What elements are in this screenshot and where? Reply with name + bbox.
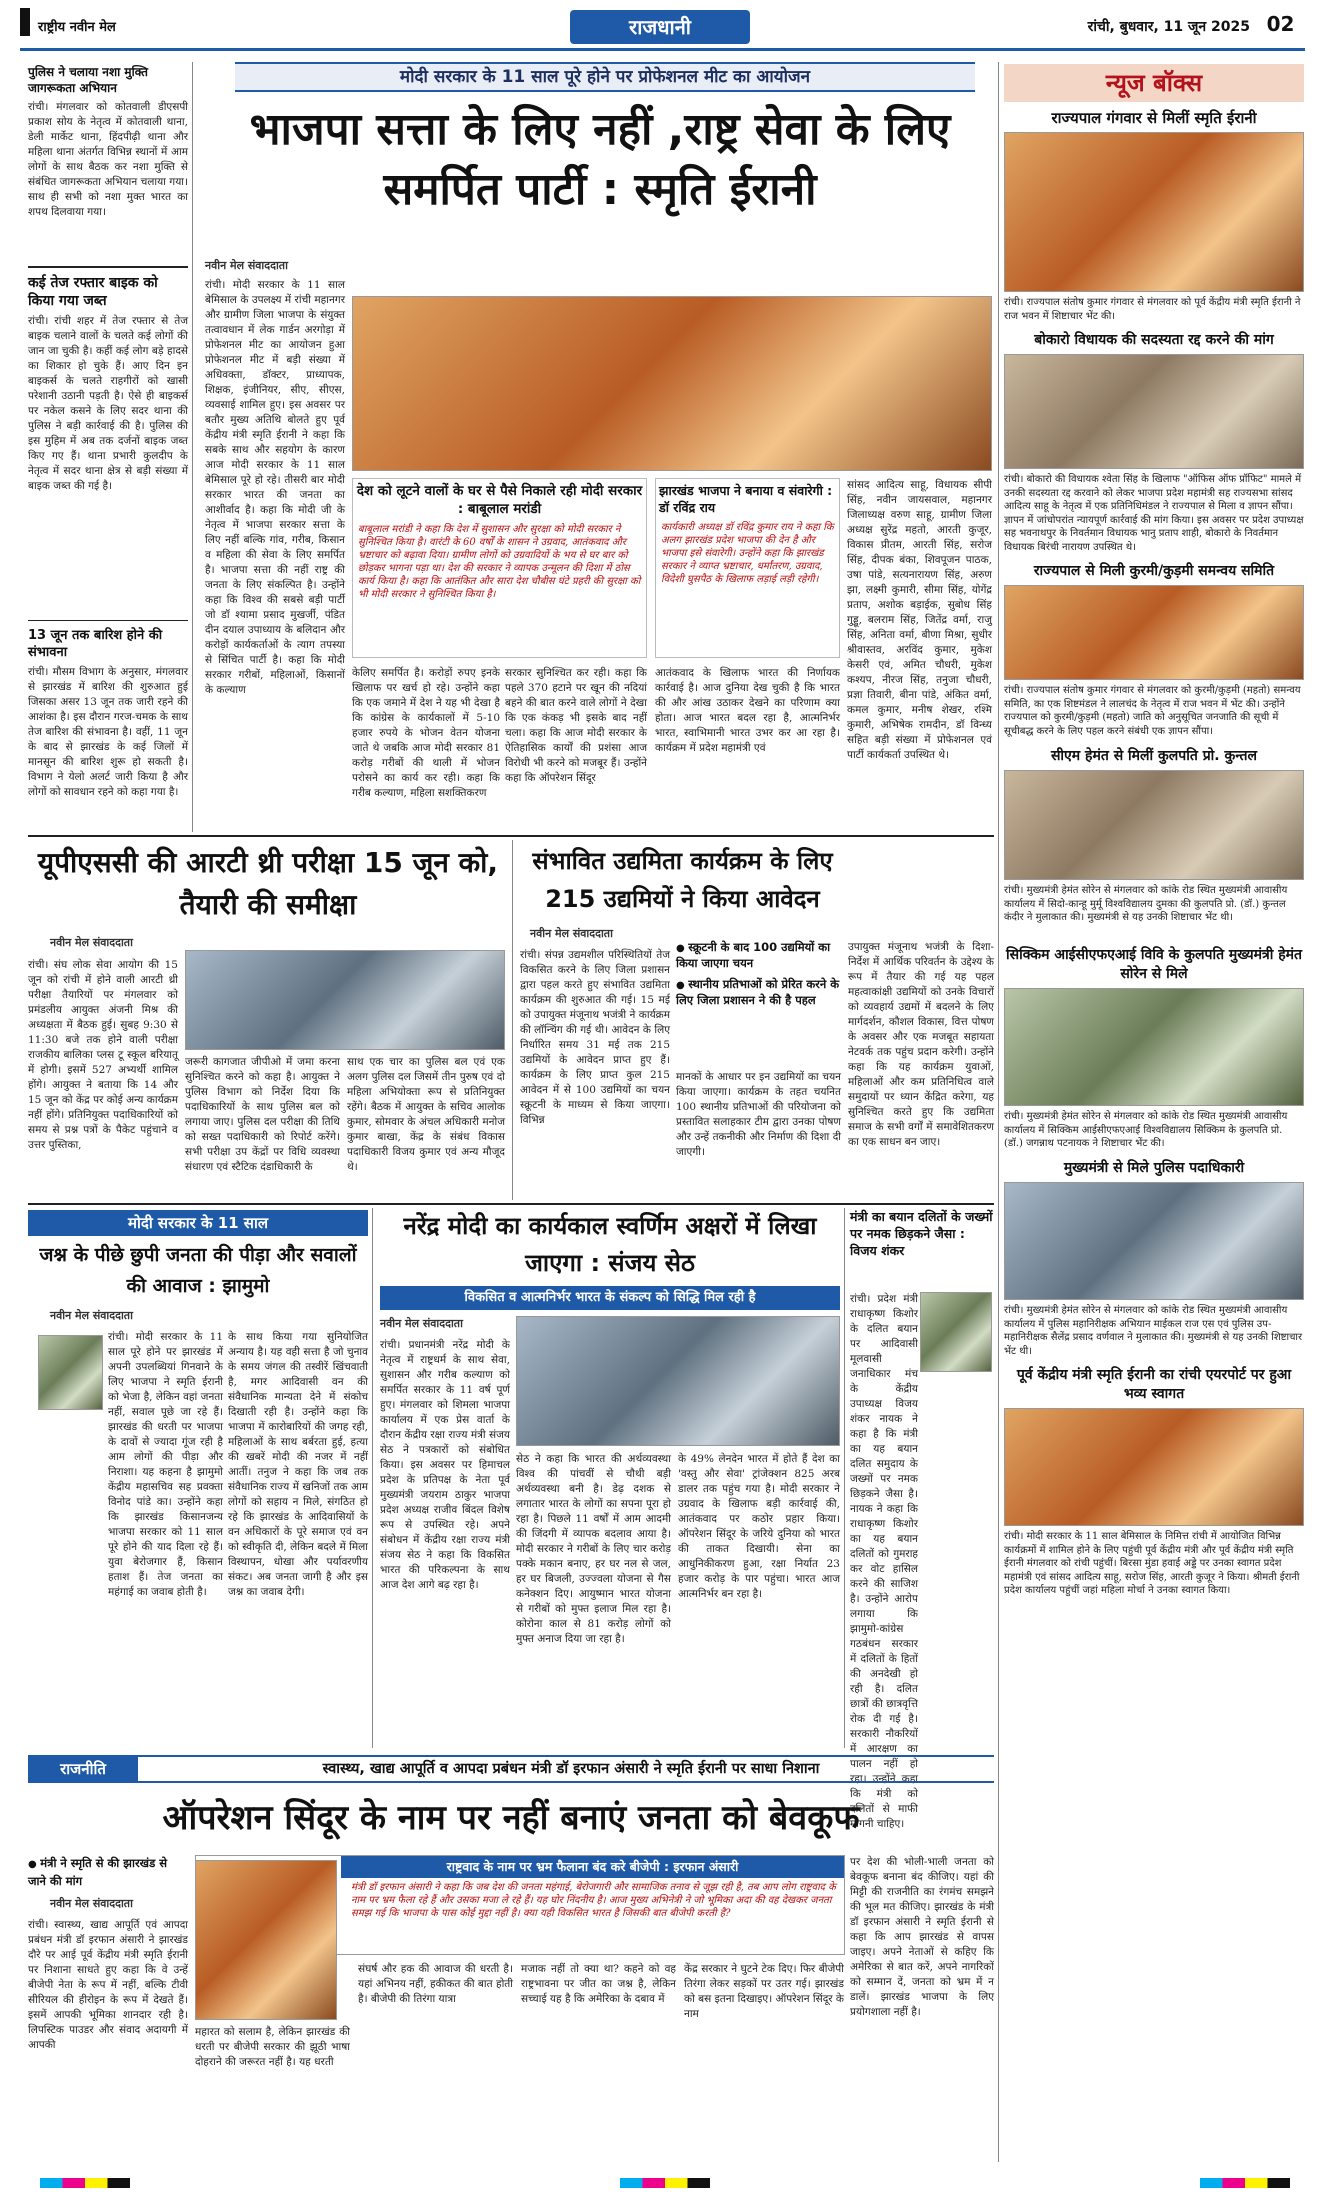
jmm-headline: जश्न के पीछे छुपी जनता की पीड़ा और सवालों की आवाज : झामुमो	[39, 1244, 357, 1297]
news-box-caption: रांची। राज्यपाल संतोष कुमार गंगवार से मंगलवार को कुरमी/कुड़मी (महतो) समन्वय समिति, का एक शिष्टमंडल ने लालचंद के नेतृत्व में राज भवन में भेंट की। उन्होंने राज्यपाल को कुरमी/कुड़मी (महतो) जाति को अनुसूचित जनजाति की सूची में सूचीबद्ध करने के लिए पहल करने संबंधी एक ज्ञापन सौंपा।	[1004, 685, 1301, 737]
udyami-body: रांची। संपन्न उद्यमशील परिस्थितियों तेज विकसित करने के लिए जिला प्रशासन द्वारा पहल करते हुए संभावित उद्यमिता कार्यक्रम की शुरुआत की गई। 15 मई को उपायुक्त मंजूनाथ भजंत्री ने कार्यक्रम की लॉन्चिंग की गई थी। आवेदन के लिए निर्धारित समय 31 मई तक 215 उद्यमियों के आवेदन प्राप्त हुए हैं। कार्यक्रम के लिए प्राप्त कुल 215 आवेदन में से 100 उद्यमियों का चयन स्क्रूटनी के माध्यम से किया जाएगा। विभिन्न	[520, 949, 670, 1126]
jmm-byline: नवीन मेल संवाददाता	[50, 1309, 133, 1322]
pullquote-box	[655, 478, 840, 658]
lead-body: रांची। मोदी सरकार के 11 साल बेमिसाल के उपलक्ष्य में रांची महानगर और ग्रामीण जिला भाजपा के संयुक्त तत्वावधान में लेक गार्डन अरगोड़ा में प्रोफेशनल मीट का आयोजन हुआ प्रोफेशनल मीट में बड़ी संख्या में अधिवक्ता, डॉक्टर, प्राध्यापक, शिक्षक, इंजीनियर, सीए, सीएस, व्यवसाई शामिल हुए। इस अवसर पर बतौर मुख्य अतिथि बोलते हुए पूर्व केंद्रीय मंत्री स्मृति ईरानी ने कहा कि सबके साथ और सहयोग के कारण आज मोदी सरकार के 11 साल बेमिसाल पूरे हो रहे। तीसरी बार मोदी सरकार भारत की जनता का आशीर्वाद है। कहा कि मोदी जी के नेतृत्व में भाजपा सरकार सत्ता के लिए नहीं बल्कि गांव, गरीब, किसान व महिला की सेवा के लिए समर्पित है। भाजपा सत्ता की नहीं राष्ट्र की जनता के लिए संकल्पित है। उन्होंने कहा कि विश्व की सबसे बड़ी पार्टी जो डॉ श्यामा प्रसाद मुखर्जी, पंडित दीन दयाल उपाध्याय के बलिदान और करोड़ों कार्यकर्ताओं के त्याग तपस्या से सिंचित पार्टी है। कहा कि मोदी सरकार गरीबों, महिलाओं, किसानों के कल्याण	[205, 279, 345, 696]
upsc-body: रांची। संघ लोक सेवा आयोग की 15 जून को रांची में होने वाली आरटी थ्री परीक्षा तैयारियों पर मंगलवार को प्रमंडलीय आयुक्त अंजनी मिश्र की अध्यक्षता में बैठक हुई। सुबह 9:30 से 11:30 बजे तक होने वाली परीक्षा राजकीय बालिका प्लस टू स्कूल बरियातू में होगी। इसमें 527 अभ्यर्थी शामिल होंगे। आयुक्त ने बताया कि 14 और 15 जून को केंद्र पर कोई अन्य कार्यक्रम नहीं होंगे। प्रतिनियुक्त पदाधिकारियों को समय से प्रश्न पत्रों के पैकेट पहुंचाने व उत्तर पुस्तिका,	[28, 959, 178, 1151]
print-color-bar	[1200, 2178, 1290, 2188]
header-rule	[20, 48, 1305, 51]
lead-body: सांसद आदित्य साहू, विधायक सीपी सिंह, नवीन जायसवाल, महानगर जिलाध्यक्ष वरुण साहू, ग्रामीण जिला अध्यक्ष सुरेंद्र महतो, आरती कुजूर, विकास प्रीतम, आरती सिंह, सरोज सिंह, दीपक बंका, शिवपूजन पाठक, उषा पांडे, सत्यनारायण सिंह, अरुण झा, लक्ष्मी कुमारी, सीमा सिंह, योगेंद्र प्रताप, अशोक बड़ाईक, सुबोध सिंह गुड्डू, बलराम सिंह, जितेंद्र वर्मा, राजु सिंह, अनिता वर्मा, बीणा मिश्रा, सुधीर श्रीवास्तव, अरविंद कुमार, मुकेश केसरी एवं, अमित चौधरी, मुकेश कश्यप, नीरज सिंह, तनुजा चौधरी, प्रज्ञा तिवारी, बीना पांडे, अंकित वर्मा, कमल कुमार, मनीष शेखर, रश्मि कुमारी, अभिषेक रामदीन, डॉ विन्ध्य सहित बड़ी संख्या में प्रोफेशनल एवं पार्टी कार्यकर्ता उपस्थित थे।	[847, 479, 992, 761]
upsc-headline: यूपीएससी की आरटी थ्री परीक्षा 15 जून को, तैयारी की समीक्षा	[37, 846, 499, 921]
divider	[28, 620, 188, 622]
seth-headline: नरेंद्र मोदी का कार्यकाल स्वर्णिम अक्षरों में लिखा जाएगा : संजय सेठ	[403, 1212, 817, 1277]
seth-byline: नवीन मेल संवाददाता	[380, 1317, 463, 1330]
rajniti-headline: ऑपरेशन सिंदूर के नाम पर नहीं बनाएं जनता को बेवकूफ	[162, 1798, 860, 1838]
masthead-text: राष्ट्रीय नवीन मेल	[38, 20, 116, 35]
udyami-highlights	[676, 940, 841, 1065]
news-box-photo	[1004, 1408, 1304, 1526]
udyami-body: मानकों के आधार पर इन उद्यमियों का चयन किया जाएगा। कार्यक्रम के तहत चयनित 100 स्थानीय प्रतिभाओं की परियोजना को प्रस्तावित सलाहकार टीम द्वारा उनका पोषण और उन्हें तकनीकी और निर्माण की दिशा दी जाएगी।	[676, 1071, 841, 1158]
column-rule	[844, 1208, 845, 1748]
story-title: पुलिस ने चलाया नशा मुक्ति जागरूकता अभियान	[28, 65, 148, 95]
highlight-item: ● स्थानीय प्रतिभाओं को प्रेरित करने के लिए जिला प्रशासन ने की है पहल	[676, 977, 841, 1008]
lead-body: आतंकवाद के खिलाफ भारत की निर्णायक कार्रवाई है। आज दुनिया देख चुकी है कि भारत की और आंख उठाकर देखने का परिणाम क्या होता। आज भारत बदल रहा है, आत्मनिर्भर भारत, स्वाभिमानी भारत उभर कर आ रहा है। कार्यक्रम में प्रदेश महामंत्री एवं	[655, 667, 840, 754]
rajniti-body: पर देश की भोली-भाली जनता को बेवकूफ बनाना बंद कीजिए। यहां की मिट्टी की राजनीति का रंगमंच समझने की भूल मत कीजिए। झारखंड के मंत्री डॉ इरफान अंसारी ने स्मृति ईरानी से कहा कि आप झारखंड से वापस जाइए। अपने नेताओं से कहिए कि अमेरिका से बात करें, अपने नागरिकों को सम्मान दें, जनता को भ्रम में न डालें। झारखंड भाजपा के लिए प्रयोगशाला नहीं है।	[850, 1856, 994, 2018]
upsc-body: साथ एक चार का पुलिस बल एवं एक अलग पुलिस दल जिसमें तीन पुरुष एवं दो महिला अभियोक्ता रूप से प्रतिनियुक्त रहेंगे। बैठक में आयुक्त के सचिव आलोक कुमार, सोमवार के अंचल अधिकारी मनोज कुमार बाखा, केंद्र के संबंध विकास पदाधिकारी विजय कुमार एवं अन्य मौजूद थे।	[347, 1056, 505, 1173]
lead-photo	[352, 296, 992, 471]
pullquote-body: बाबूलाल मरांडी ने कहा कि देश में सुशासन और सुरक्षा को मोदी सरकार ने सुनिश्चित किया है। वारंटी के 60 वर्षों के शासन ने उग्रवाद, आतंकवाद और भ्रष्टाचार को बढ़ावा दिया। ग्रामीण लोगों को उग्रवादियों के भय से घर बार को छोड़कर भागना पड़ा था। देश की सरकार ने व्यापक उन्मूलन की दिशा में ठोस कार्य किया है। कहा कि आतंकित और सारा देश चौबीस घंटे प्रहरी की सुरक्षा को भी मोदी सरकार ने सुनिश्चित किया है।	[358, 524, 641, 600]
column-rule	[192, 62, 193, 832]
seth-body: सेठ ने कहा कि भारत की अर्थव्यवस्था विश्व की पांचवीं से चौथी बड़ी अर्थव्यवस्था बनी है। डेढ़ दशक से लगातार भारत के लोगों का सपना पूरा हो रहा है। पिछले 11 वर्षों में आम आदमी की जिंदगी में व्यापक बदलाव आया है। मोदी सरकार ने गरीबों के लिए चार करोड़ पक्के मकान बनाए, हर घर नल से जल, हर घर बिजली, उज्ज्वला योजना से गैस कनेक्शन दिए। आयुष्मान भारत योजना से गरीबों को मुफ्त इलाज मिल रहा है। कोरोना काल से 81 करोड़ लोगों को मुफ्त अनाज दिया जा रहा है।	[516, 1453, 671, 1645]
rajniti-body: संघर्ष और हक की आवाज की धरती है। यहां अभिनय नहीं, हकीकत की बात होती है। बीजेपी की तिरंगा यात्रा	[358, 1963, 513, 2005]
news-box-photo	[1004, 354, 1304, 469]
jmm-body: रांची। मोदी सरकार के 11 साल पूरे होने पर झारखंड में अपनी उपलब्धियां गिनवाने के लिए भाजपा ने स्मृति ईरानी को भेजा है, लेकिन वहां जनता नहीं, सवाल पूछे जा रहे हैं। झारखंड की धरती पर भाजपा के दावों से ज्यादा गूंज रही है आम लोगों की पीड़ा और निराशा। यह कहना है झामुमो केंद्रीय महासचिव सह प्रवक्ता विनोद पांडे का। उन्होंने कहा कि झारखंड किसानजन्य भाजपा सरकार को 11 साल पूरे होने की याद दिला रहे हैं। युवा बेरोजगार हैं, किसान हताश हैं। तेज जनता का महंगाई का जवाब होती है।	[108, 1331, 223, 1598]
rajniti-box-body: मंत्री डॉ इरफान अंसारी ने कहा कि जब देश की जनता महंगाई, बेरोजगारी और सामाजिक तनाव से जूझ रही है, तब आप लोग राष्ट्रवाद के नाम पर भ्रम फैला रहे हैं और उसका मजा ले रहे हैं। यह घोर निंदनीय है। आज मुख्य अभिनेत्री ने जो भूमिका अदा की वह देखकर जनता समझ गई कि भाजपा के पास कोई मुद्दा नहीं है। क्या यही विकसित भारत है जिसकी बात बीजेपी करती है?	[351, 1882, 836, 1919]
pullquote-body: कार्यकारी अध्यक्ष डॉ रविंद्र कुमार राय ने कहा कि अलग झारखंड प्रदेश भाजपा की देन है और भाजपा इसे संवारेगी। उन्होंने कहा कि झारखंड सरकार ने व्याप्त भ्रष्टाचार, धर्मांतरण, उग्रवाद, विदेशी घुसपैठ के खिलाफ लड़ाई लड़ी रहेगी।	[661, 522, 834, 585]
lead-kicker	[235, 62, 975, 92]
rajniti-body: महारत को सलाम है, लेकिन झारखंड की धरती पर बीजेपी सरकार की झूठी भाषा दोहराने की जरूरत नहीं है। यह धरती	[195, 2026, 350, 2068]
story-body: रांची। मौसम विभाग के अनुसार, मंगलवार से झारखंड में बारिश की शुरुआत हुई जिसका असर 13 जून तक जारी रहने की आशंका है। इस दौरान गरज-चमक के साथ तेज बारिश की संभावना है। वहीं, 11 जून के बाद से झारखंड के कई जिलों में मानसून की बारिश शुरू हो सकती है। विभाग ने येलो अलर्ट जारी किया है और लोगों को सावधान रहने को कहा गया है।	[28, 666, 188, 798]
pullquote-box	[352, 478, 647, 658]
udyami-body: उपायुक्त मंजूनाथ भजंत्री के दिशा-निर्देश में आर्थिक परिवर्तन के उद्देश्य के रूप में तैयार की गई यह पहल महत्वाकांक्षी उद्यमियों को उनके विचारों को व्यवहार्य उद्यमों में बदलने के लिए मार्गदर्शन, कौशल विकास, वित्त पोषण के अवसर और एक मजबूत सहायता नेटवर्क तक पहुंच प्रदान करेगी। उन्होंने कहा कि यह कार्यक्रम युवाओं, महिलाओं और कम प्रतिनिधित्व वाले समुदायों पर ध्यान केंद्रित करेगा, यह सुनिश्चित करते हुए कि उद्यमिता समाज के सभी वर्गों में समावेशितकरण का एक साधन बन जाए।	[848, 941, 994, 1148]
news-box-photo	[1004, 585, 1304, 680]
pullquote-title: देश को लूटने वालों के घर से पैसे निकाले रही मोदी सरकार : बाबूलाल मरांडी	[356, 483, 643, 517]
rajniti-side-highlight: ● मंत्री ने स्मृति से की झारखंड से जाने की मांग	[28, 1855, 188, 1891]
column-rule	[998, 62, 999, 2162]
section-banner	[570, 10, 750, 44]
date-text: रांची, बुधवार, 11 जून 2025	[1087, 19, 1250, 35]
udyami-headline: संभावित उद्यमिता कार्यक्रम के लिए 215 उद्यमियों ने किया आवेदन	[532, 847, 833, 913]
news-box-caption: रांची। मोदी सरकार के 11 साल बेमिसाल के निमित्त रांची में आयोजित विभिन्न कार्यक्रमों में शामिल होने के लिए पहुंची पूर्व केंद्रीय मंत्री और पूर्व केंद्रीय मंत्री स्मृति ईरानी मंगलवार को रांची पहुंचीं। बिरसा मुंडा हवाई अड्डे पर उनका स्वागत प्रदेश महामंत्री एवं सांसद आदित्य साहू, सरोज सिंह, आरती कुजूर ने किया। श्रीमती ईरानी प्रदेश कार्यालय पहुंचीं जहां महिला मोर्चा ने उनका स्वागत किया।	[1004, 1531, 1300, 1596]
news-box-caption: रांची। मुख्यमंत्री हेमंत सोरेन से मंगलवार को कांके रोड स्थित मुख्यमंत्री आवासीय कार्यालय में सिदो-कान्हू मुर्मू विश्वविद्यालय दुमका की कुलपति प्रो. (डॉ.) कुन्तल कंदीर ने मुलाकात की। मुख्यमंत्री से यह उनकी शिष्टाचार भेंट थी।	[1004, 885, 1288, 923]
news-box-item-title: सीएम हेमंत से मिलीं कुलपति प्रो. कुन्तल	[1050, 748, 1258, 764]
news-box-item-title: मुख्यमंत्री से मिले पुलिस पदाधिकारी	[1063, 1160, 1245, 1176]
masthead-logo	[38, 16, 178, 36]
seth-body: रांची। प्रधानमंत्री नरेंद्र मोदी के नेतृत्व में राष्ट्रधर्म के साथ सेवा, सुशासन और गरीब कल्याण को समर्पित सरकार के 11 वर्ष पूर्ण हुए। मंगलवार को शिमला भाजपा कार्यालय में एक प्रेस वार्ता के दौरान केंद्रीय रक्षा राज्य मंत्री संजय सेठ ने पत्रकारों को संबोधित किया। इस अवसर पर हिमाचल प्रदेश के प्रतिपक्ष के नेता पूर्व मुख्यमंत्री जयराम ठाकुर भाजपा प्रदेश अध्यक्ष राजीव बिंदल विशेष रूप से उपस्थित रहे। अपने संबोधन में केंद्रीय रक्षा राज्य मंत्री संजय सेठ ने कहा कि विकसित भारत की परिकल्पना के साथ आज देश आगे बढ़ रहा है।	[380, 1339, 510, 1591]
news-box-item-title: सिक्किम आईसीएफएआई विवि के कुलपति मुख्यमंत्री हेमंत सोरेन से मिले	[1005, 947, 1302, 982]
seth-photo	[516, 1316, 840, 1446]
upsc-byline: नवीन मेल संवाददाता	[50, 936, 133, 949]
section-divider	[28, 1203, 994, 1205]
news-box-caption: रांची। राज्यपाल संतोष कुमार गंगवार से मंगलवार को पूर्व केंद्रीय मंत्री स्मृति ईरानी ने राज भवन में शिष्टाचार भेंट की।	[1004, 297, 1301, 322]
registration-marks	[20, 8, 30, 36]
section-divider	[28, 835, 994, 837]
news-box-caption: रांची। मुख्यमंत्री हेमंत सोरेन से मंगलवार को कांके रोड स्थित मुख्यमंत्री आवासीय कार्यालय में पुलिस महानिरीक्षक अभियान माईकल राज एस एवं पुलिस उप-महानिरीक्षक सैलेंद्र प्रसाद वर्णवाल ने मुलाकात की। मुख्यमंत्री से यह उनकी शिष्टाचार भेंट थी।	[1004, 1305, 1303, 1357]
jmm-body: के साथ किया गया सुनियोजित अन्याय है। यह वही सत्ता है जो चुनाव के समय जंगल की तस्वीरें खिंचवाती है, मगर आदिवासी वन की संवैधानिक मान्यता देने में संकोच दिखाती रही है। उन्होंने कहा कि भाजपा में कारोबारियों की जगह रही, महिलाओं के साथ बर्बरता हुई, हत्या की खबरें मोदी की नजर में नहीं आतीं। तनुज ने कहा कि जब तक संवैधानिक राज्य में खनिजों तक आम लोगों को सहाय न मिले, संगठित हो रहे कि झारखंड के आदिवासियों के वन अधिकारों के पूरे समाज एवं वन को स्वीकृति दी, लेकिन बदले में मिला विस्थापन, धोखा और पर्यावरणीय संकट। अब जनता जागी है और इस जश्न का जवाब देगी।	[228, 1331, 368, 1598]
jmm-kicker	[28, 1210, 368, 1236]
news-box-caption: रांची। बोकारो की विधायक श्वेता सिंह के खिलाफ "ऑफिस ऑफ प्रॉफिट" मामले में उनकी सदस्यता रद्द करवाने को लेकर भाजपा प्रदेश महामंत्री सह राज्यसभा सांसद आदित्य साहू के नेतृत्व में एक प्रतिनिधिमंडल ने राज्यपाल से मिला व ज्ञापन सौंपा। ज्ञापन में जांचोपरांत न्यायपूर्ण कार्रवाई की मांग किया। इस अवसर पर प्रदेश उपाध्यक्ष सह भवनाथपुर के निवर्तमान विधायक भानु प्रताप शाही, बोकारो के निवर्तमान विधायक बिरंची नारायण उपस्थित थे।	[1004, 474, 1304, 553]
lead-body: सरकार सुनिश्चित कर रही। कहा कि पहले 370 हटाने पर खून की नदियां बहने की बात करने वाले लोगों ने देखा कि एक कंकड़ भी इसके बाद नहीं चला। कहा कि आज मोदी सरकार के ऐतिहासिक कार्यों की प्रशंसा आज विरोधी भी करने को मजबूर हैं। उन्होंने कहा कि ऑपरेशन सिंदूर	[505, 667, 647, 784]
news-box-photo	[1004, 132, 1304, 292]
rajniti-box-title: राष्ट्रवाद के नाम पर भ्रम फैलाना बंद करे बीजेपी : इरफान अंसारी	[446, 1859, 739, 1874]
news-box-column	[1004, 60, 1304, 2160]
column-rule	[372, 1208, 373, 1748]
rajniti-label: राजनीति	[60, 1760, 106, 1778]
story-body: रांची। रांची शहर में तेज रफ्तार से तेज बाइक चलाने वालों के चलते कई लोगों की जान जा चुकी है। कहीं कई लोग बड़े हादसे का शिकार हो चुके हैं। आए दिन इन बाइकर्स के चलते राहगीरों को खासी परेशानी उठानी पड़ती है। ऐसे ही बाइकर्स पर नकेल कसने के लिए सदर थाना की पुलिस ने बड़ी कार्रवाई की है। पुलिस की इस मुहिम में अब तक दर्जनों बाइक जब्त किए गए हैं। थाना प्रभारी कुलदीप के नेतृत्व में सदर थाना क्षेत्र से बड़ी संख्या में बाइक जब्त की गई है।	[28, 314, 188, 492]
news-box-photo	[1004, 1182, 1304, 1300]
story-body: रांची। मंगलवार को कोतवाली डीएसपी प्रकाश सोय के नेतृत्व में कोतवाली थाना, डेली मार्केट थाना, हिंदपीढ़ी थाना और महिला थाना अंतर्गत विभिन्न स्थानों में आम लोगों के साथ बैठक कर नशा मुक्ति से संबंधित जागरूकता अभियान चलाया गया। साथ ही सभी को नशा मुक्त भारत का शपथ दिलवाया गया।	[28, 101, 188, 218]
rajniti-kicker: स्वास्थ्य, खाद्य आपूर्ति व आपदा प्रबंधन मंत्री डॉ इरफान अंसारी ने स्मृति ईरानी पर साधा निशाना	[322, 1761, 820, 1777]
page-header	[0, 0, 1325, 62]
divider	[28, 266, 188, 268]
news-box-item-title: पूर्व केंद्रीय मंत्री स्मृति ईरानी का रांची एयरपोर्ट पर हुआ भव्य स्वागत	[1016, 1367, 1292, 1402]
rajniti-body: केंद्र सरकार ने घुटने टेक दिए। फिर बीजेपी तिरंगा लेकर सड़कों पर उतर गई। झारखंड को बस इतना दिखाइए। ऑपरेशन सिंदूर के नाम	[684, 1963, 844, 2020]
seth-kicker-text: विकसित व आत्मनिर्भर भारत के संकल्प को सिद्धि मिल रही है	[464, 1290, 756, 1305]
page-number	[1258, 12, 1303, 40]
news-box-photo	[1004, 770, 1304, 880]
dateline	[1000, 16, 1250, 38]
print-color-bar	[620, 2178, 710, 2188]
story-title: कई तेज रफ्तार बाइक को किया गया जब्त	[28, 274, 158, 309]
seth-body: के 49% लेनदेन भारत में होते हैं देश का 'वस्तु और सेवा' ट्रांजेक्शन 825 अरब डालर तक पहुंच गया है। मोदी सरकार ने उग्रवाद के खिलाफ बड़ी कार्रवाई की, आतंकवाद पर कठोर प्रहार किया। ऑपरेशन सिंदूर के जरिये दुनिया को भारत की ताकत दिखायी। सेना का आधुनिकीकरण हुआ, रक्षा निर्यात 23 हजार करोड़ के पार पहुंचा। भारत आज आत्मनिर्भर बन रहा है।	[678, 1453, 840, 1600]
jmm-kicker-text: मोदी सरकार के 11 साल	[128, 1214, 268, 1232]
news-box-header	[1004, 64, 1304, 102]
highlight-item: ● स्क्रूटनी के बाद 100 उद्यमियों का किया जाएगा चयन	[676, 940, 841, 971]
page-number-text: 02	[1266, 12, 1295, 36]
upsc-photo	[185, 950, 505, 1050]
rajniti-byline: नवीन मेल संवाददाता	[50, 1897, 133, 1910]
news-box-item-title: राज्यपाल से मिली कुरमी/कुड़मी समन्वय समिति	[1033, 563, 1275, 579]
story-title: 13 जून तक बारिश होने की संभावना	[28, 628, 163, 660]
rajniti-body: रांची। स्वास्थ्य, खाद्य आपूर्ति एवं आपदा प्रबंधन मंत्री डॉ इरफान अंसारी ने झारखंड दौरे पर आई पूर्व केंद्रीय मंत्री स्मृति ईरानी पर निशाना साधते हुए कहा कि वे उन्हें बीजेपी नेता के रूप में नहीं, बल्कि टीवी सीरियल की हीरोइन के रूप में देखते हैं। इसमें आपकी भूमिका शानदार रही है। लिपस्टिक पाउडर और संवाद अदायगी में आपकी	[28, 1919, 188, 2051]
rajniti-body: मजाक नहीं तो क्या था? कहने को वह राष्ट्रभावना पर जीत का जश्न है, लेकिन सच्चाई यह है कि अमेरिका के दबाव में	[521, 1963, 676, 2005]
news-box-caption: रांची। मुख्यमंत्री हेमंत सोरेन से मंगलवार को कांके रोड स्थित मुख्यमंत्री आवासीय कार्यालय में सिक्किम आईसीएफएआई विश्वविद्यालय सिक्किम के कुलपति प्रो. (डॉ.) जगन्नाथ पटनायक ने शिष्टाचार भेंट की।	[1004, 1111, 1288, 1149]
vijay-headline: मंत्री का बयान दलितों के जख्मों पर नमक छिड़कने जैसा : विजय शंकर	[850, 1209, 993, 1258]
rajniti-strip	[28, 1755, 994, 1783]
udyami-byline: नवीन मेल संवाददाता	[530, 927, 613, 940]
rajniti-label-tab	[28, 1757, 138, 1781]
lead-kicker-text: मोदी सरकार के 11 साल पूरे होने पर प्रोफेशनल मीट का आयोजन	[399, 67, 811, 87]
lead-headline: भाजपा सत्ता के लिए नहीं ,राष्ट्र सेवा के लिए समर्पित पार्टी : स्मृति ईरानी	[249, 104, 951, 215]
upsc-body: जरूरी कागजात जीपीओ में जमा करना सुनिश्चित करने को कहा है। आयुक्त ने पुलिस विभाग को निर्देश दिया कि पदाधिकारियों के साथ पुलिस बल को लगाया जाए। पुलिस दल परीक्षा की तिथि को सख्त पदाधिकारी को रिपोर्ट करेंगे। सभी परीक्षा उप केंद्रों पर विधि व्यवस्था संधारण एवं स्टैटिक दंडाधिकारी के	[185, 1056, 340, 1173]
news-box-title: न्यूज बॉक्स	[1105, 69, 1203, 97]
rajniti-photo	[195, 1860, 337, 2020]
news-box-item-title: बोकारो विधायक की सदस्यता रद्द करने की मांग	[1034, 332, 1274, 348]
left-column	[28, 60, 188, 830]
news-box-item-title: राज्यपाल गंगवार से मिलीं स्मृति ईरानी	[1051, 109, 1257, 127]
lead-byline: नवीन मेल संवाददाता	[205, 259, 288, 272]
print-color-bar	[40, 2178, 130, 2188]
news-box-photo	[1004, 988, 1304, 1106]
pullquote-title: झारखंड भाजपा ने बनाया व संवारेगी : डॉ रविंद्र राय	[659, 483, 833, 515]
seth-kicker	[380, 1286, 840, 1310]
rajniti-box-title-bar	[341, 1856, 844, 1878]
section-title: राजधानी	[629, 15, 691, 39]
vijay-body: रांची। प्रदेश मंत्री राधाकृष्ण किशोर के दलित बयान पर आदिवासी मूलवासी जनाधिकार मंच के केंद्रीय उपाध्यक्ष विजय शंकर नायक ने कहा है कि मंत्री का यह बयान दलित समुदाय के जख्मों पर नमक छिड़कने जैसा है। नायक ने कहा कि राधाकृष्ण किशोर का यह बयान दलितों को गुमराह कर वोट हासिल करने की साजिश है। उन्होंने आरोप लगाया कि झामुमो-कांग्रेस गठबंधन सरकार में दलितों के हितों की अनदेखी हो रही है। दलित छात्रों की छात्रवृत्ति रोक दी गई है। सरकारी नौकरियों में आरक्षण का पालन नहीं हो रहा। उन्होंने कहा कि मंत्री को दलितों से माफी मांगनी चाहिए।	[850, 1293, 918, 1830]
column-rule	[512, 840, 513, 1200]
lead-body: केलिए समर्पित है। करोड़ों रुपए इनके खिलाफ पर खर्च हो रहे। उन्होंने कहा कि एक जमाने में देश ने यह भी देखा है कि कांग्रेस के कार्यकालों में 5-10 हजार रुपये के भोजन वेतन योजना जाते थे जबकि आज मोदी सरकार 81 करोड़ गरीबों की थाली में भोजन परोसने का कार्य कर रही। कहा कि गरीब कल्याण, महिला सशक्तिकरण	[352, 667, 500, 799]
